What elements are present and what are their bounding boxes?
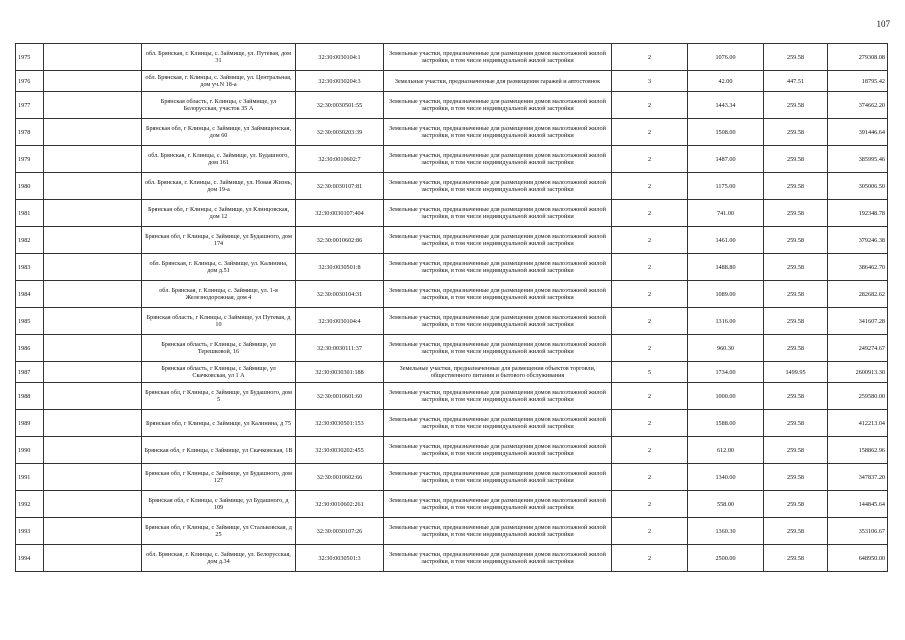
cadastral-value-cell: 192348.78 <box>828 200 888 227</box>
area-cell: 1588.00 <box>688 410 764 437</box>
land-use-cell: Земельные участки, предназначенные для размещения домов малоэтажной жилой застройки, в том числе индивидуальной жилой застройки <box>384 281 612 308</box>
table-row <box>16 44 888 71</box>
cadastral-value-cell: 305006.50 <box>828 173 888 200</box>
table-row <box>16 200 888 227</box>
specific-value-cell: 259.58 <box>764 383 828 410</box>
address-cell: Брянская обл, г Клинцы, с Займище, ул Займищенская, дом 60 <box>142 119 296 146</box>
use-group-code-cell: 2 <box>612 254 688 281</box>
row-number: 1992 <box>16 491 44 518</box>
address-cell: Брянская обл, г Клинцы, с Займище, ул Будашного, дом 127 <box>142 464 296 491</box>
area-cell: 1340.00 <box>688 464 764 491</box>
address-cell: обл. Брянская, г. Клинцы, с. Займище, ул. Белорусская, дом д.34 <box>142 545 296 572</box>
cadastral-value-cell: 249274.67 <box>828 335 888 362</box>
specific-value-cell: 259.58 <box>764 335 828 362</box>
address-cell: обл. Брянская, г. Клинцы, с. Займище, ул. Будашного, дом 161 <box>142 146 296 173</box>
area-cell: 1360.30 <box>688 518 764 545</box>
land-use-cell: Земельные участки, предназначенные для размещения домов малоэтажной жилой застройки, в том числе индивидуальной жилой застройки <box>384 92 612 119</box>
empty-cell <box>44 281 142 308</box>
specific-value-cell: 259.58 <box>764 254 828 281</box>
table-row <box>16 545 888 572</box>
use-group-code-cell: 2 <box>612 281 688 308</box>
specific-value-cell: 259.58 <box>764 518 828 545</box>
empty-cell <box>44 254 142 281</box>
empty-cell <box>44 335 142 362</box>
address-cell: Брянская обл, г Клинцы, с Займище, ул Будашного, дом 5 <box>142 383 296 410</box>
cadastral-number-cell: 32:30:0030111:37 <box>296 335 384 362</box>
empty-cell <box>44 410 142 437</box>
empty-cell <box>44 71 142 92</box>
land-use-cell: Земельные участки, предназначенные для размещения домов малоэтажной жилой застройки, в том числе индивидуальной жилой застройки <box>384 308 612 335</box>
page-number: 107 <box>876 19 890 29</box>
specific-value-cell: 259.58 <box>764 491 828 518</box>
cadastral-value-cell: 391446.64 <box>828 119 888 146</box>
cadastral-number-cell: 32:30:0030203:39 <box>296 119 384 146</box>
row-number: 1989 <box>16 410 44 437</box>
land-use-cell: Земельные участки, предназначенные для размещения домов малоэтажной жилой застройки, в том числе индивидуальной жилой застройки <box>384 254 612 281</box>
address-cell: Брянская обл, г Клинцы, с Займище, ул Будашного, дом 174 <box>142 227 296 254</box>
table-row <box>16 518 888 545</box>
cadastral-number-cell: 32:30:0010602:261 <box>296 491 384 518</box>
land-use-cell: Земельные участки, предназначенные для размещения домов малоэтажной жилой застройки, в том числе индивидуальной жилой застройки <box>384 410 612 437</box>
empty-cell <box>44 491 142 518</box>
specific-value-cell: 259.58 <box>764 227 828 254</box>
address-cell: обл. Брянская, г. Клинцы, с. Займище, ул. 1-я Железнодорожная, дом 4 <box>142 281 296 308</box>
area-cell: 1000.00 <box>688 383 764 410</box>
empty-cell <box>44 308 142 335</box>
empty-cell <box>44 44 142 71</box>
specific-value-cell: 447.51 <box>764 71 828 92</box>
use-group-code-cell: 2 <box>612 227 688 254</box>
cadastral-number-cell: 32:30:0010601:60 <box>296 383 384 410</box>
address-cell: Брянская область, г Клинцы, с Займище, ул Терешковой, 16 <box>142 335 296 362</box>
empty-cell <box>44 545 142 572</box>
row-number: 1987 <box>16 362 44 383</box>
table-row <box>16 335 888 362</box>
cadastral-number-cell: 32:30:0010602:86 <box>296 227 384 254</box>
row-number: 1981 <box>16 200 44 227</box>
table-row <box>16 92 888 119</box>
use-group-code-cell: 2 <box>612 173 688 200</box>
table-row <box>16 491 888 518</box>
use-group-code-cell: 2 <box>612 491 688 518</box>
address-cell: Брянская область, г. Клинцы, с Займище, ул Белорусская, участок 35 А <box>142 92 296 119</box>
table-row <box>16 362 888 383</box>
specific-value-cell: 259.58 <box>764 464 828 491</box>
land-use-cell: Земельные участки, предназначенные для размещения гаражей и автостоянок <box>384 71 612 92</box>
cadastral-number-cell: 32:30:0010602:66 <box>296 464 384 491</box>
address-cell: Брянская обл, г Клинцы, с Займище, ул Стальковская, д 25 <box>142 518 296 545</box>
use-group-code-cell: 2 <box>612 437 688 464</box>
cadastral-value-cell: 279308.08 <box>828 44 888 71</box>
use-group-code-cell: 2 <box>612 92 688 119</box>
specific-value-cell: 259.58 <box>764 281 828 308</box>
cadastral-number-cell: 32:30:0030202:455 <box>296 437 384 464</box>
address-cell: Брянская обл, г Клинцы, с Займище, ул Скачковская, 1В <box>142 437 296 464</box>
area-cell: 1734.00 <box>688 362 764 383</box>
specific-value-cell: 1499.95 <box>764 362 828 383</box>
specific-value-cell: 259.58 <box>764 200 828 227</box>
table-row <box>16 281 888 308</box>
table-row <box>16 146 888 173</box>
land-use-cell: Земельные участки, предназначенные для размещения домов малоэтажной жилой застройки, в том числе индивидуальной жилой застройки <box>384 491 612 518</box>
area-cell: 612.00 <box>688 437 764 464</box>
address-cell: обл. Брянская, г. Клинцы, с. Займище, ул. Новая Жизнь, дом 19-а <box>142 173 296 200</box>
use-group-code-cell: 2 <box>612 410 688 437</box>
area-cell: 2500.00 <box>688 545 764 572</box>
row-number: 1993 <box>16 518 44 545</box>
row-number: 1978 <box>16 119 44 146</box>
area-cell: 1316.00 <box>688 308 764 335</box>
cadastral-value-cell: 412213.04 <box>828 410 888 437</box>
cadastral-value-cell: 353106.67 <box>828 518 888 545</box>
cadastral-number-cell: 32:30:0030501:8 <box>296 254 384 281</box>
specific-value-cell: 259.58 <box>764 308 828 335</box>
empty-cell <box>44 383 142 410</box>
area-cell: 1508.00 <box>688 119 764 146</box>
specific-value-cell: 259.58 <box>764 119 828 146</box>
row-number: 1980 <box>16 173 44 200</box>
specific-value-cell: 259.58 <box>764 92 828 119</box>
use-group-code-cell: 2 <box>612 464 688 491</box>
use-group-code-cell: 2 <box>612 119 688 146</box>
cadastral-number-cell: 32:30:0030107:26 <box>296 518 384 545</box>
use-group-code-cell: 5 <box>612 362 688 383</box>
address-cell: Брянская область, г Клинцы, с Займище, ул Путевая, д 10 <box>142 308 296 335</box>
table-row <box>16 410 888 437</box>
use-group-code-cell: 2 <box>612 200 688 227</box>
address-cell: Брянская обл, г Клинцы, с Займище, ул Клинцовская, дом 12 <box>142 200 296 227</box>
cadastral-value-cell: 158862.96 <box>828 437 888 464</box>
address-cell: Брянская обл, г Клинцы, с Займище, ул Будашного, д 109 <box>142 491 296 518</box>
table-row <box>16 437 888 464</box>
land-use-cell: Земельные участки, предназначенные для размещения домов малоэтажной жилой застройки, в том числе индивидуальной жилой застройки <box>384 464 612 491</box>
cadastral-number-cell: 32:30:0030107:404 <box>296 200 384 227</box>
area-cell: 1076.00 <box>688 44 764 71</box>
use-group-code-cell: 2 <box>612 518 688 545</box>
cadastral-number-cell: 32:30:0030501:3 <box>296 545 384 572</box>
row-number: 1990 <box>16 437 44 464</box>
land-use-cell: Земельные участки, предназначенные для размещения домов малоэтажной жилой застройки, в том числе индивидуальной жилой застройки <box>384 383 612 410</box>
row-number: 1984 <box>16 281 44 308</box>
row-number: 1977 <box>16 92 44 119</box>
area-cell: 558.00 <box>688 491 764 518</box>
row-number: 1986 <box>16 335 44 362</box>
cadastral-value-cell: 379246.38 <box>828 227 888 254</box>
land-use-cell: Земельные участки, предназначенные для размещения домов малоэтажной жилой застройки, в том числе индивидуальной жилой застройки <box>384 200 612 227</box>
cadastral-value-cell: 374662.20 <box>828 92 888 119</box>
address-cell: Брянская область, г Клинцы, с Займище, ул Скачковская, ул 1 А <box>142 362 296 383</box>
area-cell: 1487.00 <box>688 146 764 173</box>
use-group-code-cell: 2 <box>612 383 688 410</box>
table-row <box>16 464 888 491</box>
area-cell: 1488.80 <box>688 254 764 281</box>
use-group-code-cell: 2 <box>612 308 688 335</box>
land-use-cell: Земельные участки, предназначенные для размещения объектов торговли, общественного питания и бытового обслуживания <box>384 362 612 383</box>
area-cell: 42.00 <box>688 71 764 92</box>
cadastral-value-cell: 144845.64 <box>828 491 888 518</box>
empty-cell <box>44 437 142 464</box>
table-row <box>16 173 888 200</box>
cadastral-number-cell: 32:30:0030104:31 <box>296 281 384 308</box>
row-number: 1994 <box>16 545 44 572</box>
row-number: 1988 <box>16 383 44 410</box>
cadastral-number-cell: 32:30:0030104:4 <box>296 308 384 335</box>
table-row <box>16 254 888 281</box>
row-number: 1976 <box>16 71 44 92</box>
cadastral-value-cell: 18795.42 <box>828 71 888 92</box>
empty-cell <box>44 146 142 173</box>
cadastral-value-table <box>15 43 888 572</box>
land-use-cell: Земельные участки, предназначенные для размещения домов малоэтажной жилой застройки, в том числе индивидуальной жилой застройки <box>384 335 612 362</box>
table-row <box>16 119 888 146</box>
table-row <box>16 71 888 92</box>
table-row <box>16 383 888 410</box>
empty-cell <box>44 518 142 545</box>
area-cell: 1461.00 <box>688 227 764 254</box>
table-body <box>16 44 888 572</box>
cadastral-number-cell: 32:30:0030204:3 <box>296 71 384 92</box>
specific-value-cell: 259.58 <box>764 437 828 464</box>
address-cell: обл. Брянская, г. Клинцы, с. Займище, ул. Центральная, дом уч.N 18-а <box>142 71 296 92</box>
table-row <box>16 227 888 254</box>
cadastral-value-cell: 648950.00 <box>828 545 888 572</box>
empty-cell <box>44 92 142 119</box>
specific-value-cell: 259.58 <box>764 545 828 572</box>
cadastral-value-cell: 385995.46 <box>828 146 888 173</box>
cadastral-number-cell: 32:30:0010602:7 <box>296 146 384 173</box>
use-group-code-cell: 3 <box>612 71 688 92</box>
land-use-cell: Земельные участки, предназначенные для размещения домов малоэтажной жилой застройки, в том числе индивидуальной жилой застройки <box>384 437 612 464</box>
area-cell: 1175.00 <box>688 173 764 200</box>
empty-cell <box>44 173 142 200</box>
use-group-code-cell: 2 <box>612 545 688 572</box>
row-number: 1982 <box>16 227 44 254</box>
empty-cell <box>44 464 142 491</box>
empty-cell <box>44 362 142 383</box>
specific-value-cell: 259.58 <box>764 44 828 71</box>
cadastral-value-cell: 386462.70 <box>828 254 888 281</box>
address-cell: обл. Брянская, г. Клинцы, с. Займище, ул. Калинина, дом д.51 <box>142 254 296 281</box>
address-cell: Брянская обл, г Клинцы, с Займище, ул Калинина, д 75 <box>142 410 296 437</box>
specific-value-cell: 259.58 <box>764 410 828 437</box>
land-use-cell: Земельные участки, предназначенные для размещения домов малоэтажной жилой застройки, в том числе индивидуальной жилой застройки <box>384 173 612 200</box>
cadastral-value-cell: 341607.28 <box>828 308 888 335</box>
land-use-cell: Земельные участки, предназначенные для размещения домов малоэтажной жилой застройки, в том числе индивидуальной жилой застройки <box>384 518 612 545</box>
cadastral-number-cell: 32:30:0030107:81 <box>296 173 384 200</box>
row-number: 1983 <box>16 254 44 281</box>
row-number: 1991 <box>16 464 44 491</box>
cadastral-number-cell: 32:30:0030501:55 <box>296 92 384 119</box>
cadastral-value-cell: 2600913.30 <box>828 362 888 383</box>
row-number: 1979 <box>16 146 44 173</box>
empty-cell <box>44 227 142 254</box>
table-row <box>16 308 888 335</box>
specific-value-cell: 259.58 <box>764 146 828 173</box>
address-cell: обл. Брянская, г. Клинцы, с. Займище, ул. Путевая, дом 31 <box>142 44 296 71</box>
area-cell: 1089.00 <box>688 281 764 308</box>
row-number: 1975 <box>16 44 44 71</box>
area-cell: 1443.34 <box>688 92 764 119</box>
specific-value-cell: 259.58 <box>764 173 828 200</box>
row-number: 1985 <box>16 308 44 335</box>
empty-cell <box>44 200 142 227</box>
cadastral-value-cell: 282682.62 <box>828 281 888 308</box>
cadastral-value-cell: 259580.00 <box>828 383 888 410</box>
use-group-code-cell: 2 <box>612 44 688 71</box>
land-use-cell: Земельные участки, предназначенные для размещения домов малоэтажной жилой застройки, в том числе индивидуальной жилой застройки <box>384 119 612 146</box>
land-use-cell: Земельные участки, предназначенные для размещения домов малоэтажной жилой застройки, в том числе индивидуальной жилой застройки <box>384 44 612 71</box>
cadastral-number-cell: 32:30:0030104:1 <box>296 44 384 71</box>
land-use-cell: Земельные участки, предназначенные для размещения домов малоэтажной жилой застройки, в том числе индивидуальной жилой застройки <box>384 227 612 254</box>
use-group-code-cell: 2 <box>612 335 688 362</box>
empty-cell <box>44 119 142 146</box>
land-use-cell: Земельные участки, предназначенные для размещения домов малоэтажной жилой застройки, в том числе индивидуальной жилой застройки <box>384 146 612 173</box>
cadastral-number-cell: 32:30:0030301:188 <box>296 362 384 383</box>
use-group-code-cell: 2 <box>612 146 688 173</box>
area-cell: 960.30 <box>688 335 764 362</box>
cadastral-number-cell: 32:30:0030501:153 <box>296 410 384 437</box>
land-use-cell: Земельные участки, предназначенные для размещения домов малоэтажной жилой застройки, в том числе индивидуальной жилой застройки <box>384 545 612 572</box>
area-cell: 741.00 <box>688 200 764 227</box>
cadastral-value-cell: 347837.20 <box>828 464 888 491</box>
